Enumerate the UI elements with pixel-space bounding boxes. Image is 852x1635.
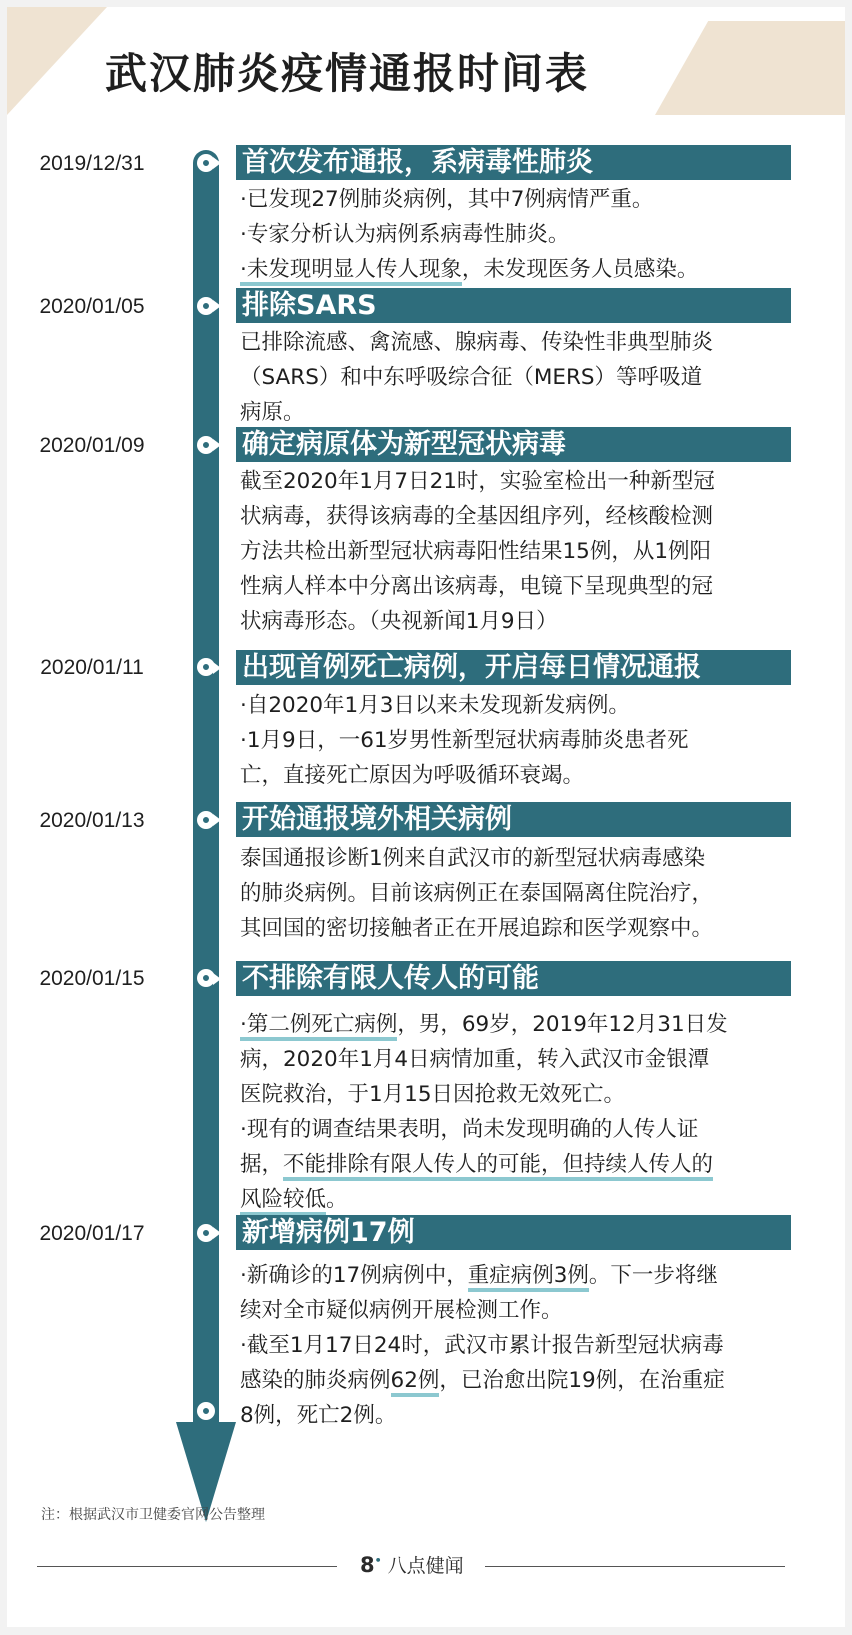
entry-line: 状病毒形态。（央视新闻1月9日） [240, 609, 558, 634]
timeline-node-icon [197, 1402, 215, 1420]
highlighted-text: 62例 [391, 1368, 440, 1397]
entry-line: ·自2020年1月3日以来未发现新发病例。 [240, 693, 630, 718]
entry-line: 病原。 [240, 400, 305, 425]
entry-line: ·已发现27例肺炎病例，其中7例病情严重。 [240, 187, 654, 212]
decorative-corner-left [7, 7, 107, 115]
poster-card [7, 7, 845, 1627]
entry-line: 已排除流感、禽流感、腺病毒、传染性非典型肺炎 [240, 330, 714, 355]
page-title: 武汉肺炎疫情通报时间表 [105, 49, 590, 98]
entry-body [240, 464, 808, 639]
entry-line: 亡，直接死亡原因为呼吸循环衰竭。 [240, 763, 585, 788]
entry-heading: 出现首例死亡病例，开启每日情况通报 [236, 650, 791, 685]
entry-line: ·新确诊的17例病例中，重症病例3例。下一步将继 [240, 1258, 808, 1293]
entry-date: 2020/01/13 [39, 809, 145, 832]
entry-body [240, 841, 808, 946]
entry-line: 续对全市疑似病例开展检测工作。 [240, 1298, 563, 1323]
entry-line: ·1月9日，一61岁男性新型冠状病毒肺炎患者死 [240, 728, 689, 753]
entry-heading: 确定病原体为新型冠状病毒 [236, 427, 791, 462]
footer-divider [37, 1566, 337, 1567]
source-note: 注：根据武汉市卫健委官网公告整理 [41, 1507, 265, 1523]
entry-date: 2020/01/15 [39, 967, 145, 990]
entry-heading: 首次发布通报，系病毒性肺炎 [236, 145, 791, 180]
entry-heading: 开始通报境外相关病例 [236, 802, 791, 837]
entry-line: 感染的肺炎病例62例，已治愈出院19例，在治重症 [240, 1363, 808, 1398]
footer-divider [485, 1566, 785, 1567]
highlighted-text: 重症病例3例 [468, 1263, 589, 1292]
entry-body [240, 1258, 808, 1433]
entry-line: ·未发现明显人传人现象，未发现医务人员感染。 [240, 252, 808, 287]
entry-body [240, 1007, 808, 1217]
highlighted-text: ·第二例死亡病例 [240, 1012, 397, 1041]
entry-heading: 不排除有限人传人的可能 [236, 961, 791, 996]
entry-date: 2020/01/09 [39, 434, 145, 457]
entry-body [240, 325, 808, 430]
entry-line: 其回国的密切接触者正在开展追踪和医学观察中。 [240, 916, 714, 941]
entry-heading: 新增病例17例 [236, 1215, 791, 1250]
decorative-corner-right [655, 21, 845, 115]
entry-heading: 排除SARS [236, 288, 791, 323]
entry-line: 8例，死亡2例。 [240, 1403, 397, 1428]
entry-line: ·截至1月17日24时，武汉市累计报告新型冠状病毒 [240, 1333, 724, 1358]
entry-line: 性病人样本中分离出该病毒，电镜下呈现典型的冠 [240, 574, 714, 599]
entry-line: 医院救治，于1月15日因抢救无效死亡。 [240, 1082, 626, 1107]
entry-line: ·现有的调查结果表明，尚未发现明确的人传人证 [240, 1117, 699, 1142]
entry-line: ·专家分析认为病例系病毒性肺炎。 [240, 222, 570, 247]
entry-date: 2020/01/11 [40, 656, 144, 679]
entry-date: 2020/01/17 [39, 1222, 145, 1245]
entry-line: 截至2020年1月7日21时，实验室检出一种新型冠 [240, 469, 715, 494]
entry-body [240, 182, 808, 287]
highlighted-text: ·未发现明显人传人现象 [240, 257, 462, 286]
brand-mark-icon: 8• [360, 1553, 382, 1577]
highlighted-text: 不能排除有限人传人的可能，但持续人传人的 [283, 1152, 713, 1181]
brand-logo [360, 1551, 464, 1578]
entry-line: 的肺炎病例。目前该病例正在泰国隔离住院治疗， [240, 881, 714, 906]
entry-line: 风险较低。 [240, 1182, 808, 1217]
entry-line: 状病毒，获得该病毒的全基因组序列，经核酸检测 [240, 504, 714, 529]
brand-name: 八点健闻 [387, 1555, 464, 1577]
entry-line: ·第二例死亡病例，男，69岁，2019年12月31日发 [240, 1007, 808, 1042]
entry-line: 方法共检出新型冠状病毒阳性结果15例，从1例阳 [240, 539, 712, 564]
highlighted-text: 风险较低 [240, 1187, 326, 1216]
entry-line: 病，2020年1月4日病情加重，转入武汉市金银潭 [240, 1047, 710, 1072]
entry-date: 2019/12/31 [39, 152, 145, 175]
entry-line: 泰国通报诊断1例来自武汉市的新型冠状病毒感染 [240, 846, 706, 871]
entry-line: （SARS）和中东呼吸综合征（MERS）等呼吸道 [240, 365, 703, 390]
entry-line: 据，不能排除有限人传人的可能，但持续人传人的 [240, 1147, 808, 1182]
entry-body [240, 688, 808, 793]
entry-date: 2020/01/05 [39, 295, 145, 318]
